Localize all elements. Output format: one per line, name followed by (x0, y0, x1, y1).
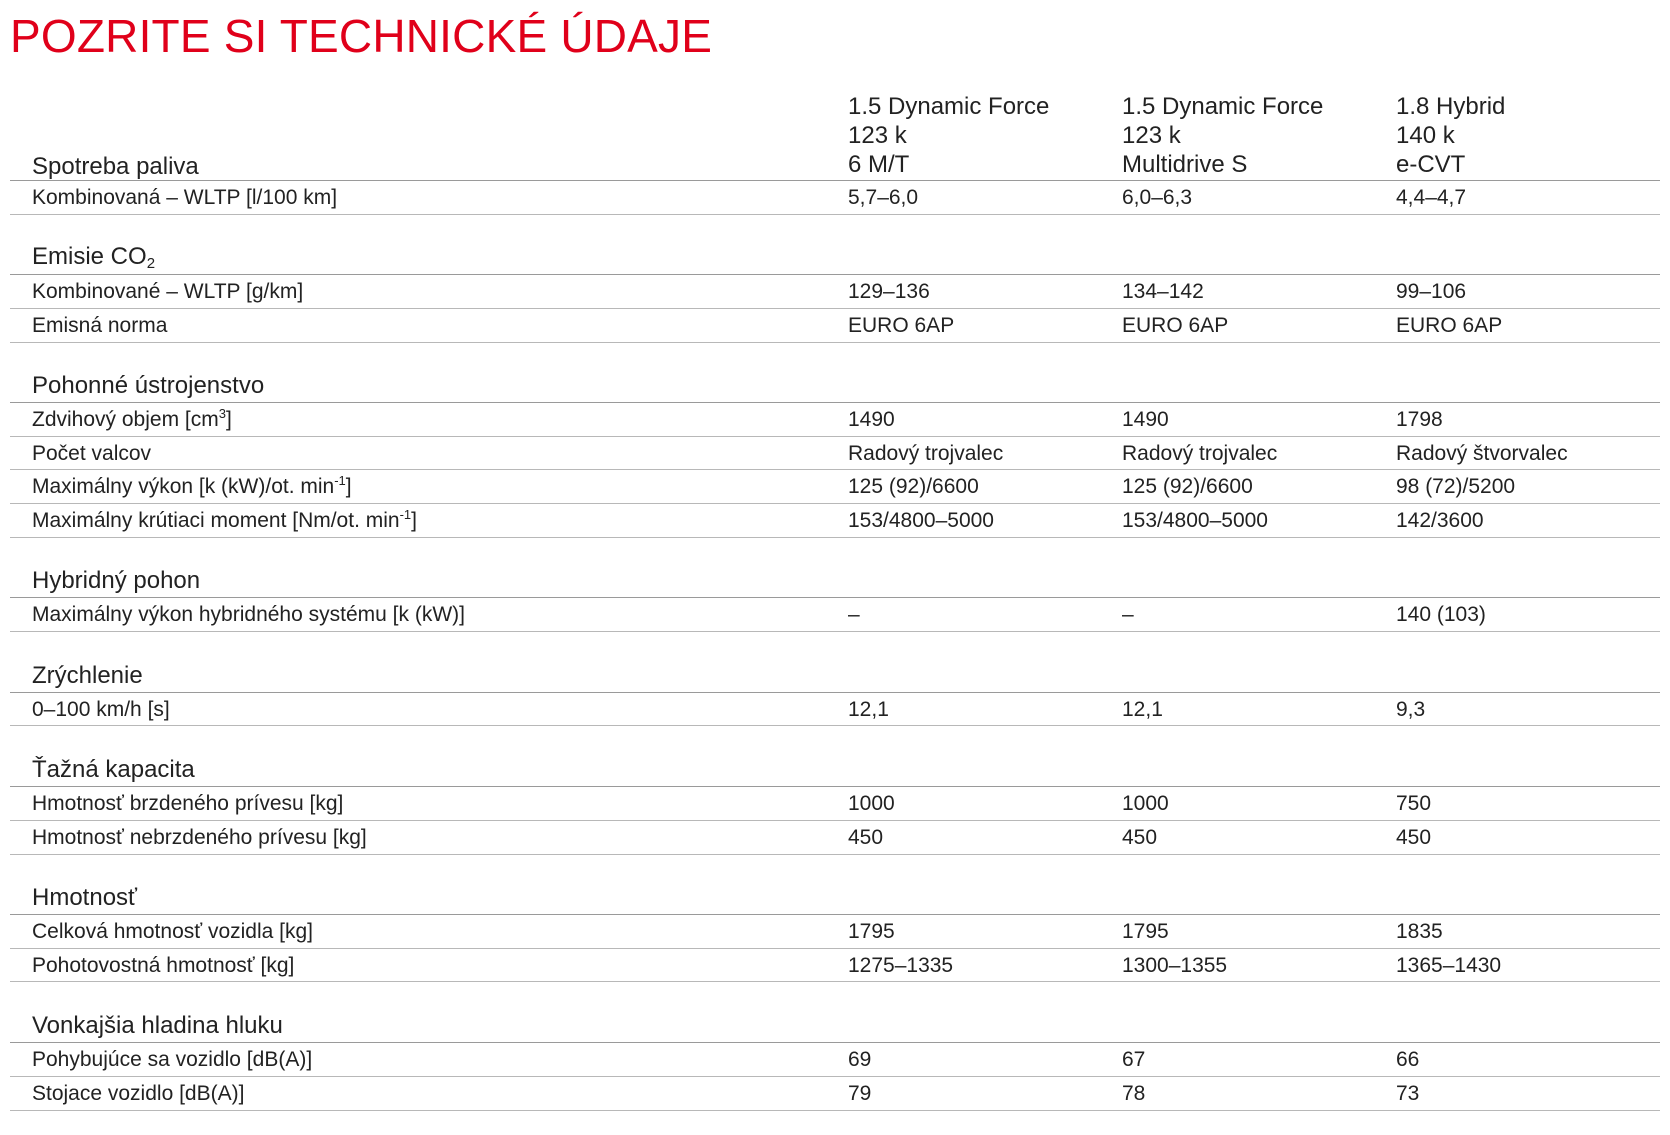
table-row: Kombinované – WLTP [g/km] 129–136 134–142 99–106 (32, 280, 1467, 303)
table-row: Emisná norma EURO 6AP EURO 6AP EURO 6AP (32, 314, 1503, 337)
table-row: Pohotovostná hmotnosť [kg] 1275–1335 1300–1355 1365–1430 (32, 954, 1502, 977)
divider (10, 214, 1660, 215)
divider (10, 631, 1660, 632)
table-row: Pohybujúce sa vozidlo [dB(A)] 69 67 66 (32, 1048, 1420, 1071)
section-title-fuel: Spotreba paliva (32, 153, 199, 180)
table-row: Stojace vozidlo [dB(A)] 79 78 73 (32, 1082, 1420, 1105)
table-header (10, 92, 1660, 184)
table-row: Zdvihový objem $[cm^3]$ 1490 1490 1798 (32, 406, 1443, 431)
divider (10, 725, 1660, 726)
table-row: Celková hmotnosť vozidla [kg] 1795 1795 1835 (32, 920, 1443, 943)
divider (10, 537, 1660, 538)
section-title-weight: Hmotnosť (32, 884, 138, 911)
section-title-hybrid: Hybridný pohon (32, 567, 201, 594)
column-header-2: 1.5 Dynamic Force 123 k Multidrive S (1122, 93, 1324, 178)
table-row: Hmotnosť nebrzdeného prívesu [kg] 450 450 450 (32, 826, 1432, 849)
table-row: Počet valcov Radový trojvalec Radový trojvalec Radový štvorvalec (32, 442, 1568, 465)
table-row: Maximálny výkon hybridného systému [k (kW)] – – 140 (103) (32, 603, 1486, 626)
table-row: 0–100 km/h [s] 12,1 12,1 9,3 (32, 698, 1426, 721)
divider (10, 981, 1660, 982)
table-row: Kombinovaná – WLTP [l/100 km] 5,7–6,0 6,0–6,3 4,4–4,7 (32, 186, 1467, 209)
section-title-noise: Vonkajšia hladina hluku (32, 1012, 283, 1039)
section-title-emissions: Emisie $CO_2$ (32, 243, 156, 272)
divider (10, 342, 1660, 343)
section-title-powertrain: Pohonné ústrojenstvo (32, 372, 265, 399)
table-row: Hmotnosť brzdeného prívesu [kg] 1000 1000 750 (32, 792, 1432, 815)
section-title-acceleration: Zrýchlenie (32, 662, 143, 689)
column-header-1: 1.5 Dynamic Force 123 k 6 M/T (848, 93, 1050, 178)
page-title: POZRITE SI TECHNICKÉ ÚDAJE (10, 10, 713, 62)
divider (10, 854, 1660, 855)
column-header-3: 1.8 Hybrid 140 k e-CVT (1396, 93, 1506, 178)
table-row: Maximálny výkon [k (kW)/ot. $\min^{-1}$] 125 (92)/6600 125 (92)/6600 98 (72)/5200 (32, 473, 1516, 498)
divider (10, 1110, 1660, 1111)
section-title-towing: Ťažná kapacita (32, 756, 195, 783)
table-row: Maximálny krútiaci moment [Nm/ot. $\min^{-1}$] 153/4800–5000 153/4800–5000 142/3600 (32, 507, 1484, 532)
